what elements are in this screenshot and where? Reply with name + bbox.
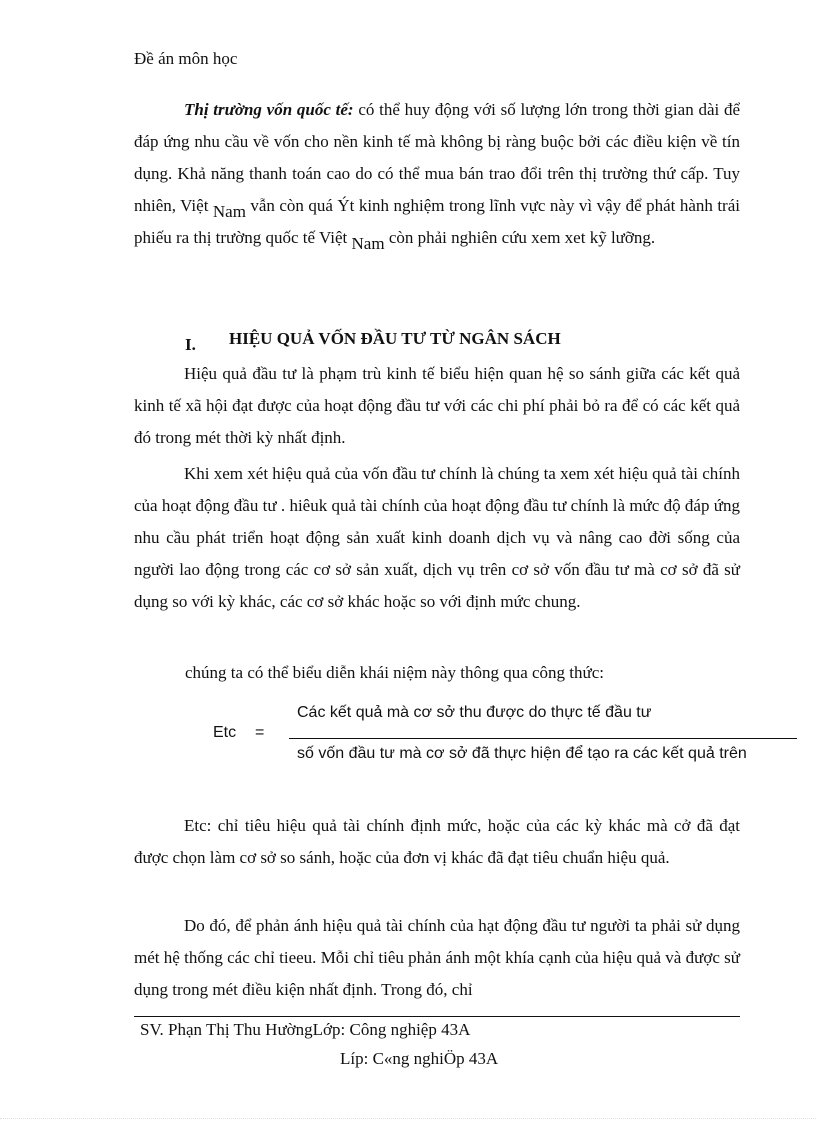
formula-lhs: Etc [213, 724, 237, 741]
subscript-word: Nam [212, 202, 246, 221]
paragraph-text: vẫn còn quá Ýt kinh nghiệm trong lĩnh vực này vì vậy để phát hành trái phiếu ra thị trường quốc tế Việt [134, 196, 740, 247]
section-number: I. [185, 335, 196, 354]
document-header: Đề án môn học [134, 49, 238, 68]
footer-author: SV. Phạn Thị Thu HườngLớp: Công nghiệp 43A [140, 1020, 471, 1039]
page-bottom-edge [0, 1118, 816, 1119]
paragraph-etc-explanation: Etc: chỉ tiêu hiệu quả tài chính định mức, hoặc của các kỳ khác mà cở đã đạt được chọn làm cơ sở so sánh, hoặc của đơn vị khác đã đạt tiêu chuẩn hiệu quả. [134, 816, 740, 867]
paragraph-formula-intro: chúng ta có thể biểu diễn khái niệm này thông qua công thức: [185, 663, 604, 682]
section-title: HIỆU QUẢ VỐN ĐẦU TƯ TỪ NGÂN SÁCH [229, 329, 561, 348]
footer-class: Líp: C«ng nghiÖp 43A [340, 1049, 499, 1068]
formula-denominator: số vốn đầu tư mà cơ sở đã thực hiện để tạo ra các kết quả trên [297, 745, 747, 762]
paragraph-indicator-system: Do đó, để phản ánh hiệu quả tài chính của hạt động đầu tư người ta phải sử dụng mét hệ thống các chỉ tieeu. Mỗi chỉ tiêu phản ánh một khía cạnh của hiệu quả và được sử dụng trong mét điều kiện nhất định. Trong đó, chỉ [134, 916, 740, 999]
subscript-word: Nam [351, 234, 385, 253]
paragraph-text: còn phải nghiên cứu xem xet kỹ lưỡng. [384, 228, 656, 247]
paragraph-text: có thể huy động với số lượng lớn trong thời gian dài để đáp ứng nhu cầu về vốn cho nền kinh tế mà không bị ràng buộc bởi các điều kiện về tín dụng. Khả năng thanh toán cao do có thể mua bán trao đổi trên thị trường thứ cấp. Tuy nhiên, Việt [134, 100, 741, 215]
paragraph-efficiency-definition: Hiệu quả đầu tư là phạm trù kinh tế biểu hiện quan hệ so sánh giữa các kết quả kinh tế xã hội đạt được của hoạt động đầu tư với các chi phí phải bỏ ra để có các kết quả đó trong mét thời kỳ nhất định. [134, 364, 740, 447]
paragraph-international-capital-market [134, 94, 740, 254]
footer-divider [134, 1016, 740, 1017]
formula-numerator: Các kết quả mà cơ sở thu được do thực tế đầu tư [297, 704, 652, 721]
formula-equals: = [255, 724, 265, 741]
paragraph-financial-efficiency: Khi xem xét hiệu quả của vốn đầu tư chính là chúng ta xem xét hiệu quả tài chính của hoạt động đầu tư . hiêuk quả tài chính của hoạt động đầu tư chính là mức độ đáp ứng nhu cầu phát triển hoạt động sản xuất kinh doanh dịch vụ và nâng cao đời sống của người lao động trong các cơ sở sản xuất, dịch vụ trên cơ sở vốn đầu tư mà cơ sở đã sử dụng so với kỳ khác, các cơ sở khác hoặc so với định mức chung. [134, 464, 740, 611]
formula-fraction-bar [289, 738, 797, 739]
paragraph-lead-term: Thị trường vốn quốc tế: [184, 100, 354, 119]
